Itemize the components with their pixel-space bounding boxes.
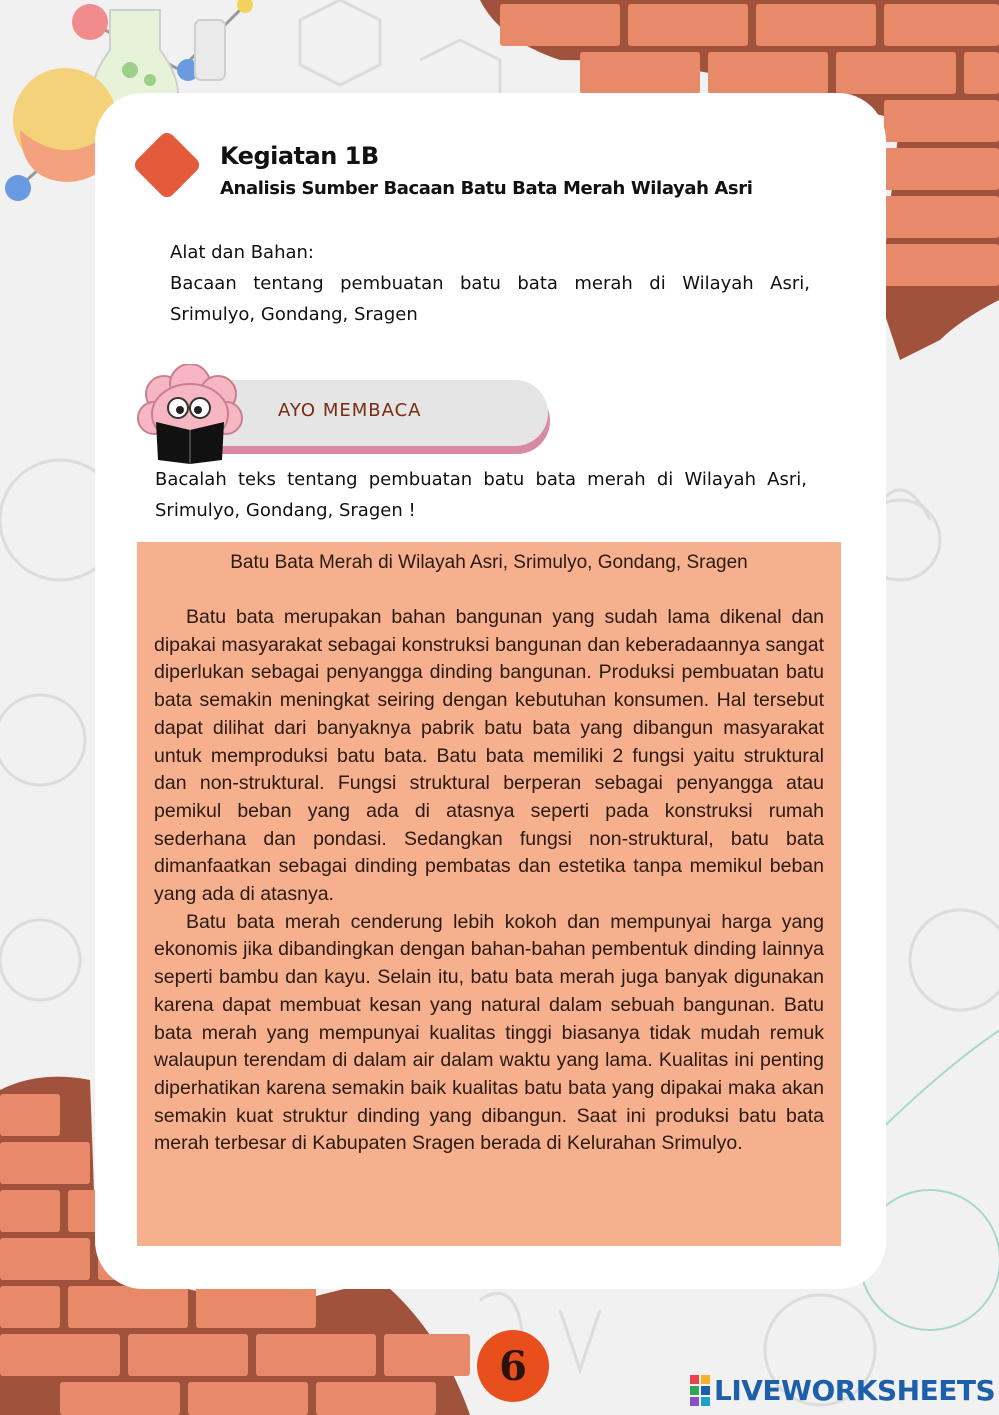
reading-title: Batu Bata Merah di Wilayah Asri, Srimulyo, Gondang, Sragen	[230, 552, 748, 573]
reading-paragraph-1: Batu bata merupakan bahan bangunan yang sudah lama dikenal dan dipakai masyarakat sebagai konstruksi bangunan dan keberadaannya sangat diperlukan sebagai penyangga dinding bangunan. Produksi pembuatan batu bata semakin meningkat seiring dengan kebutuhan konsumen. Hal tersebut dapat dilihat dari banyaknya pabrik batu bata yang dibangun masyarakat untuk memproduksi batu bata. Batu bata memiliki 2 fungsi yaitu struktural dan non-struktural. Fungsi struktural berperan sebagai penyangga atau pemikul beban yang ada di atasnya seperti pada konstruksi rumah sederhana dan pondasi. Sedangkan fungsi non-struktural, batu bata dimanfaatkan sebagai dinding pembatas dan estetika tanpa memikul beban yang ada di atasnya.	[154, 606, 824, 906]
brand-name: LIVEWORKSHEETS	[714, 1373, 996, 1407]
liveworksheets-logo-icon	[690, 1375, 710, 1406]
materials-heading: Alat dan Bahan:	[170, 242, 314, 263]
materials-text: Bacaan tentang pembuatan batu bata merah di Wilayah Asri, Srimulyo, Gondang, Sragen	[170, 273, 810, 325]
activity-subtitle: Analisis Sumber Bacaan Batu Bata Merah Wilayah Asri	[220, 178, 753, 199]
reading-paragraph-2: Batu bata merah cenderung lebih kokoh dan mempunyai harga yang ekonomis jika dibandingkan dengan bahan-bahan pembentuk dinding lainnya seperti bambu dan kayu. Selain itu, batu bata merah juga banyak digunakan karena dapat membuat kesan yang natural dalam sebuah bangunan. Batu bata merah yang mempunyai kualitas tinggi biasanya tidak mudah remuk walaupun terendam di dalam air dalam waktu yang lama. Kualitas ini penting diperhatikan karena semakin baik kualitas batu bata yang dipakai maka akan semakin kuat struktur dinding yang dibangun. Saat ini produksi batu bata merah terbesar di Kabupaten Sragen berada di Kelurahan Srimulyo.	[154, 910, 824, 1155]
materials-section	[170, 237, 810, 330]
page-number-badge	[477, 1330, 549, 1402]
page-number: 6	[499, 1342, 527, 1390]
activity-title: Kegiatan 1B	[220, 142, 379, 170]
reading-passage	[137, 542, 841, 1246]
liveworksheets-logo[interactable]	[690, 1372, 995, 1408]
instruction-text: Bacalah teks tentang pembuatan batu bata merah di Wilayah Asri, Srimulyo, Gondang, Sragen !	[155, 469, 807, 521]
read-banner-label: AYO MEMBACA	[278, 400, 422, 421]
brain-reading-mascot-icon	[134, 364, 246, 468]
